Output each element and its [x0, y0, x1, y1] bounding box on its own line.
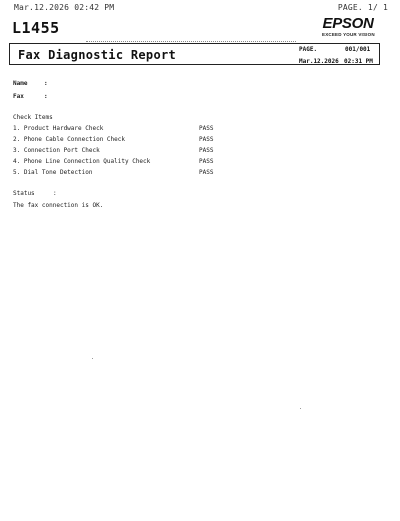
- check-item-result: PASS: [199, 169, 214, 176]
- report-page-value: 001/001: [345, 46, 371, 53]
- fax-header-page: PAGE. 1/ 1: [337, 3, 388, 12]
- check-item-result: PASS: [199, 125, 214, 132]
- brand-logo-text: EPSON: [322, 15, 374, 32]
- status-message: The fax connection is OK.: [13, 202, 104, 209]
- check-item-result: PASS: [199, 136, 214, 143]
- check-item-label: 1. Product Hardware Check: [13, 125, 104, 132]
- report-page-label: PAGE.: [299, 46, 318, 53]
- name-label: Name: [13, 80, 28, 87]
- check-item-label: 3. Connection Port Check: [13, 147, 100, 154]
- check-items-heading: Check Items: [13, 114, 53, 121]
- brand-tagline: EXCEED YOUR VISION: [322, 32, 375, 37]
- fax-header-datetime: Mar.12.2026 02:42 PM: [14, 3, 115, 12]
- name-separator: :: [44, 80, 48, 87]
- check-item-label: 5. Dial Tone Detection: [13, 169, 93, 176]
- fax-label: Fax: [13, 93, 24, 100]
- check-item-result: PASS: [199, 147, 214, 154]
- status-label: Status: [13, 190, 35, 197]
- header-divider: [86, 41, 296, 42]
- fax-separator: :: [44, 93, 48, 100]
- model-number: L1455: [12, 19, 60, 37]
- check-item-result: PASS: [199, 158, 214, 165]
- scan-speck: [92, 358, 93, 359]
- brand-logo: [322, 16, 374, 38]
- status-separator: :: [53, 190, 57, 197]
- scan-speck: [300, 408, 301, 409]
- report-time: 02:31 PM: [344, 58, 373, 65]
- report-date: Mar.12.2026: [299, 58, 339, 65]
- check-item-label: 4. Phone Line Connection Quality Check: [13, 158, 151, 165]
- report-title: Fax Diagnostic Report: [18, 48, 177, 62]
- check-item-label: 2. Phone Cable Connection Check: [13, 136, 125, 143]
